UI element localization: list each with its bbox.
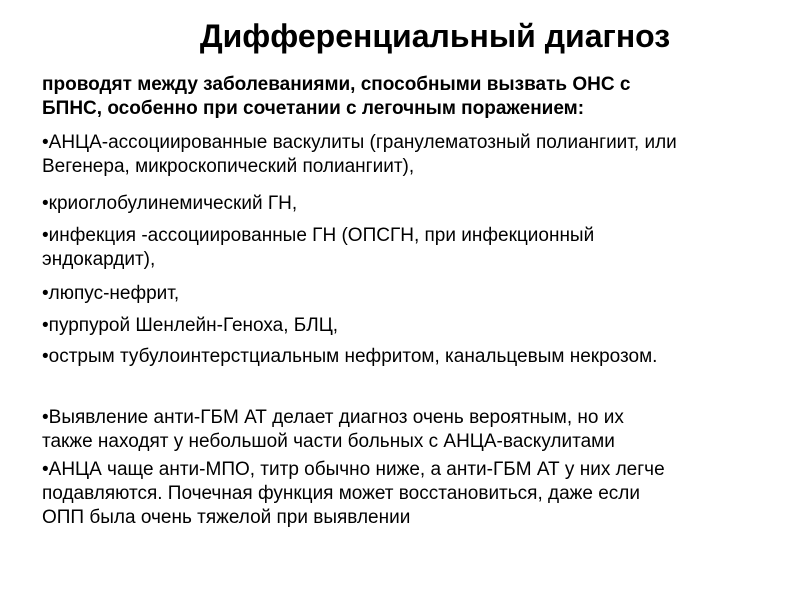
slide-title: Дифференциальный диагноз: [199, 18, 671, 54]
note-line-5: ОПП была очень тяжелой при выявлении: [42, 507, 411, 528]
list-line-2: Вегенера, микроскопический полиангиит),: [42, 156, 415, 177]
intro-line-2: БПНС, особенно при сочетании с легочным поражением:: [42, 98, 585, 119]
note-line-2: также находят у небольшой части больных с АНЦА-васкулитами: [42, 431, 615, 452]
note-line-3: •АНЦА чаще анти-МПО, титр обычно ниже, а анти-ГБМ АТ у них легче: [42, 459, 665, 480]
list-line-4: •инфекция -ассоциированные ГН (ОПСГН, при инфекционный: [42, 225, 595, 246]
list-line-6: •люпус-нефрит,: [42, 283, 180, 304]
note-line-4: подавляются. Почечная функция может восстановиться, даже если: [42, 483, 640, 504]
intro-line-1: проводят между заболеваниями, способными вызвать ОНС с: [42, 74, 631, 95]
list-line-8: •острым тубулоинтерстциальным нефритом, канальцевым некрозом.: [42, 346, 658, 367]
list-line-1: •АНЦА-ассоциированные васкулиты (гранулематозный полиангиит, или: [42, 132, 677, 153]
list-line-3: •криоглобулинемический ГН,: [42, 193, 298, 214]
list-line-7: •пурпурой Шенлейн-Геноха, БЛЦ,: [42, 315, 339, 336]
list-line-5: эндокардит),: [42, 249, 156, 270]
note-line-1: •Выявление анти-ГБМ АТ делает диагноз очень вероятным, но их: [42, 407, 624, 428]
